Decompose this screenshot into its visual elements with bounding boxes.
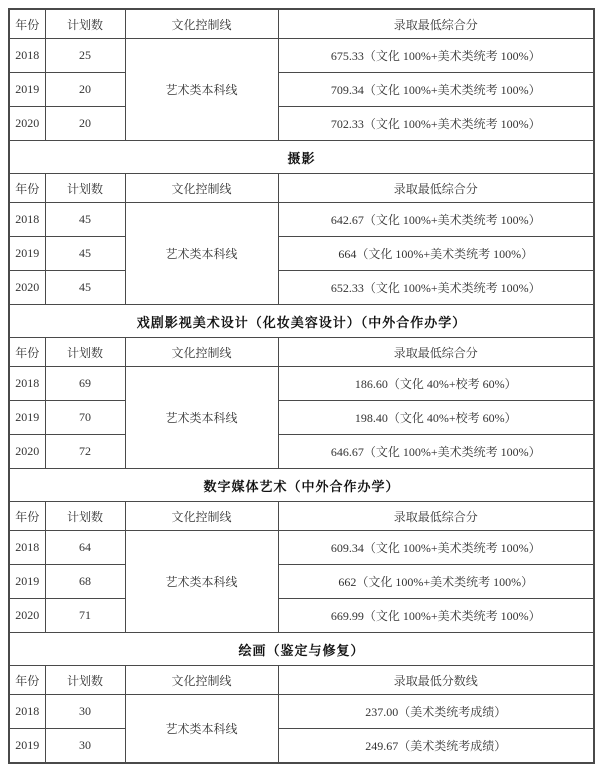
column-header-row xyxy=(9,338,594,367)
header-control-line: 文化控制线 xyxy=(125,338,278,367)
year-cell: 2019 xyxy=(9,729,45,764)
admission-scores-table xyxy=(8,8,595,764)
plan-count-cell: 20 xyxy=(45,107,125,141)
year-cell: 2019 xyxy=(9,401,45,435)
score-cell: 237.00（美术类统考成绩） xyxy=(278,695,594,729)
score-cell: 709.34（文化 100%+美术类统考 100%） xyxy=(278,73,594,107)
plan-count-cell: 30 xyxy=(45,729,125,764)
header-min-score: 录取最低综合分 xyxy=(278,174,594,203)
plan-count-cell: 30 xyxy=(45,695,125,729)
data-row xyxy=(9,729,594,764)
score-cell: 652.33（文化 100%+美术类统考 100%） xyxy=(278,271,594,305)
control-line-cell: 艺术类本科线 xyxy=(125,531,278,633)
header-min-score: 录取最低综合分 xyxy=(278,502,594,531)
score-cell: 642.67（文化 100%+美术类统考 100%） xyxy=(278,203,594,237)
data-row xyxy=(9,73,594,107)
column-header-row xyxy=(9,666,594,695)
score-cell: 646.67（文化 100%+美术类统考 100%） xyxy=(278,435,594,469)
data-row xyxy=(9,435,594,469)
data-row xyxy=(9,203,594,237)
score-cell: 702.33（文化 100%+美术类统考 100%） xyxy=(278,107,594,141)
year-cell: 2018 xyxy=(9,367,45,401)
header-plan-count: 计划数 xyxy=(45,174,125,203)
year-cell: 2020 xyxy=(9,271,45,305)
section-title: 绘画（鉴定与修复） xyxy=(9,633,594,666)
control-line-cell: 艺术类本科线 xyxy=(125,695,278,764)
header-plan-count: 计划数 xyxy=(45,666,125,695)
header-control-line: 文化控制线 xyxy=(125,666,278,695)
section-title: 戏剧影视美术设计（化妆美容设计）（中外合作办学） xyxy=(9,305,594,338)
section-title-row xyxy=(9,633,594,666)
score-cell: 609.34（文化 100%+美术类统考 100%） xyxy=(278,531,594,565)
header-year: 年份 xyxy=(9,338,45,367)
plan-count-cell: 20 xyxy=(45,73,125,107)
header-plan-count: 计划数 xyxy=(45,502,125,531)
plan-count-cell: 25 xyxy=(45,39,125,73)
data-row xyxy=(9,599,594,633)
score-cell: 664（文化 100%+美术类统考 100%） xyxy=(278,237,594,271)
score-cell: 675.33（文化 100%+美术类统考 100%） xyxy=(278,39,594,73)
plan-count-cell: 68 xyxy=(45,565,125,599)
score-cell: 186.60（文化 40%+校考 60%） xyxy=(278,367,594,401)
score-cell: 198.40（文化 40%+校考 60%） xyxy=(278,401,594,435)
section-title-row xyxy=(9,469,594,502)
data-row xyxy=(9,237,594,271)
year-cell: 2018 xyxy=(9,39,45,73)
header-min-score: 录取最低综合分 xyxy=(278,338,594,367)
year-cell: 2018 xyxy=(9,695,45,729)
plan-count-cell: 64 xyxy=(45,531,125,565)
year-cell: 2018 xyxy=(9,203,45,237)
plan-count-cell: 71 xyxy=(45,599,125,633)
year-cell: 2020 xyxy=(9,435,45,469)
section-title-row xyxy=(9,141,594,174)
year-cell: 2018 xyxy=(9,531,45,565)
score-cell: 669.99（文化 100%+美术类统考 100%） xyxy=(278,599,594,633)
header-year: 年份 xyxy=(9,174,45,203)
plan-count-cell: 70 xyxy=(45,401,125,435)
data-row xyxy=(9,565,594,599)
column-header-row xyxy=(9,174,594,203)
plan-count-cell: 45 xyxy=(45,237,125,271)
data-row xyxy=(9,39,594,73)
year-cell: 2019 xyxy=(9,237,45,271)
section-title: 摄影 xyxy=(9,141,594,174)
header-plan-count: 计划数 xyxy=(45,9,125,39)
score-cell: 249.67（美术类统考成绩） xyxy=(278,729,594,764)
header-control-line: 文化控制线 xyxy=(125,174,278,203)
plan-count-cell: 69 xyxy=(45,367,125,401)
control-line-cell: 艺术类本科线 xyxy=(125,367,278,469)
plan-count-cell: 45 xyxy=(45,203,125,237)
header-year: 年份 xyxy=(9,502,45,531)
year-cell: 2020 xyxy=(9,599,45,633)
data-row xyxy=(9,271,594,305)
year-cell: 2019 xyxy=(9,565,45,599)
section-title: 数字媒体艺术（中外合作办学） xyxy=(9,469,594,502)
score-cell: 662（文化 100%+美术类统考 100%） xyxy=(278,565,594,599)
data-row xyxy=(9,107,594,141)
header-year: 年份 xyxy=(9,9,45,39)
data-row xyxy=(9,367,594,401)
data-row xyxy=(9,401,594,435)
plan-count-cell: 72 xyxy=(45,435,125,469)
control-line-cell: 艺术类本科线 xyxy=(125,39,278,141)
data-row xyxy=(9,531,594,565)
column-header-row xyxy=(9,9,594,39)
plan-count-cell: 45 xyxy=(45,271,125,305)
year-cell: 2019 xyxy=(9,73,45,107)
year-cell: 2020 xyxy=(9,107,45,141)
header-control-line: 文化控制线 xyxy=(125,502,278,531)
data-row xyxy=(9,695,594,729)
header-year: 年份 xyxy=(9,666,45,695)
control-line-cell: 艺术类本科线 xyxy=(125,203,278,305)
header-plan-count: 计划数 xyxy=(45,338,125,367)
header-control-line: 文化控制线 xyxy=(125,9,278,39)
column-header-row xyxy=(9,502,594,531)
header-min-score: 录取最低分数线 xyxy=(278,666,594,695)
section-title-row xyxy=(9,305,594,338)
header-min-score: 录取最低综合分 xyxy=(278,9,594,39)
